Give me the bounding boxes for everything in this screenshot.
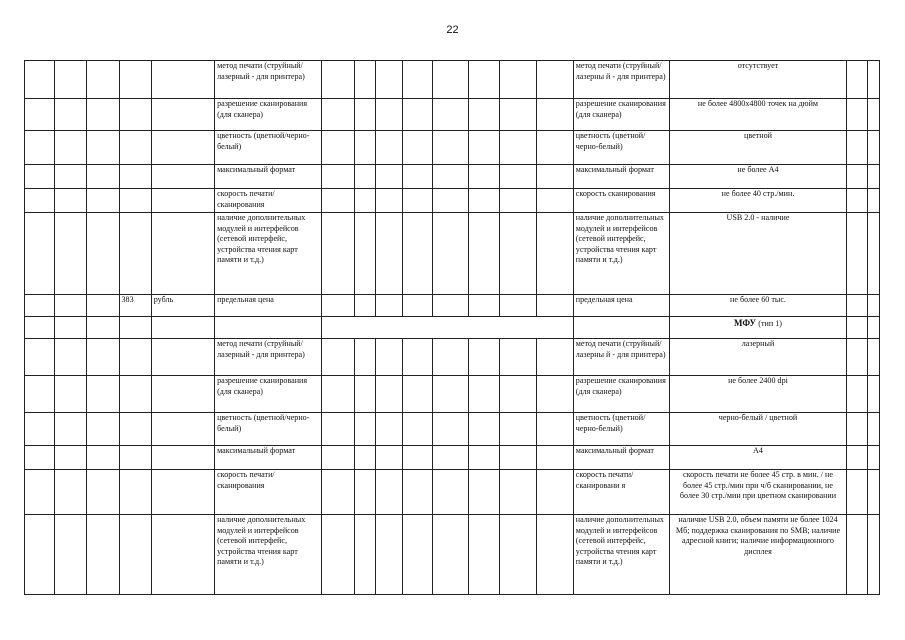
characteristic-right-cell: наличие дополнительных модулей и интерфейсов (сетевой интерфейс, устройства чтения карт памяти и т.д.) (573, 213, 670, 295)
empty-cell (433, 413, 468, 446)
empty-cell (87, 515, 119, 595)
empty-cell (55, 446, 87, 470)
empty-cell (433, 165, 468, 189)
empty-cell (376, 470, 403, 515)
empty-cell (433, 446, 468, 470)
empty-cell (846, 131, 867, 165)
empty-cell (25, 413, 55, 446)
value-cell: A4 (670, 446, 846, 470)
value-cell: цветной (670, 131, 846, 165)
empty-cell (868, 317, 880, 339)
characteristic-right-cell: максимальный формат (573, 446, 670, 470)
empty-cell (55, 131, 87, 165)
table-row (25, 515, 880, 595)
empty-cell (376, 165, 403, 189)
empty-cell (87, 61, 119, 99)
empty-cell (151, 131, 214, 165)
empty-cell (87, 189, 119, 213)
empty-cell (376, 339, 403, 376)
empty-cell (119, 213, 151, 295)
table-body-section-header (25, 317, 880, 339)
characteristic-right-cell: наличие дополнительных модулей и интерфейсов (сетевой интерфейс, устройства чтения карт памяти и т.д.) (573, 515, 670, 595)
empty-cell (433, 339, 468, 376)
empty-cell (846, 189, 867, 213)
empty-cell (868, 131, 880, 165)
empty-cell (403, 446, 433, 470)
empty-cell (846, 165, 867, 189)
characteristic-right-cell: разрешение сканирования (для сканера) (573, 376, 670, 413)
empty-cell (55, 413, 87, 446)
table-row (25, 446, 880, 470)
empty-cell (403, 515, 433, 595)
empty-cell (846, 470, 867, 515)
value-cell: наличие USB 2.0, объем памяти не более 1024 Мб; поддержка сканирования по SMB; наличие адресной книги; наличие информационного дисплея (670, 515, 846, 595)
table-row (25, 213, 880, 295)
empty-cell (55, 61, 87, 99)
empty-cell (403, 99, 433, 131)
value-cell: не более A4 (670, 165, 846, 189)
empty-cell (119, 99, 151, 131)
empty-cell (87, 413, 119, 446)
section-header-row (25, 317, 880, 339)
empty-cell (55, 515, 87, 595)
table-row (25, 61, 880, 99)
empty-cell (468, 61, 499, 99)
empty-cell (403, 165, 433, 189)
empty-cell (151, 165, 214, 189)
empty-cell (868, 470, 880, 515)
empty-cell (25, 470, 55, 515)
spec-table (24, 60, 880, 595)
empty-cell (25, 61, 55, 99)
empty-cell (87, 165, 119, 189)
value-cell: скорость печати не более 45 стр. в мин. / не более 45 стр./мин при ч/б сканировании, не более 30 стр./мин при цветном сканировании (670, 470, 846, 515)
section-subtitle: (тип 1) (758, 319, 782, 328)
empty-cell (25, 376, 55, 413)
empty-cell (403, 413, 433, 446)
empty-cell (403, 189, 433, 213)
empty-cell (119, 165, 151, 189)
empty-cell (573, 317, 670, 339)
empty-cell (55, 295, 87, 317)
empty-cell (55, 470, 87, 515)
value-cell: черно-белый / цветной (670, 413, 846, 446)
characteristic-right-cell: скорость сканирования (573, 189, 670, 213)
empty-cell (119, 376, 151, 413)
empty-cell (433, 189, 468, 213)
empty-cell (87, 295, 119, 317)
value-cell: отсутствует (670, 61, 846, 99)
empty-cell (119, 317, 151, 339)
empty-cell (868, 61, 880, 99)
empty-cell (119, 131, 151, 165)
empty-cell (846, 339, 867, 376)
characteristic-cell: метод печати (струйный/лазерный - для принтера) (215, 339, 322, 376)
empty-cell (468, 470, 499, 515)
empty-cell (151, 446, 214, 470)
empty-cell (537, 131, 574, 165)
characteristic-right-cell: скорость печати/сканировани я (573, 470, 670, 515)
empty-cell (322, 165, 354, 189)
characteristic-cell: наличие дополнительных модулей и интерфейсов (сетевой интерфейс, устройства чтения карт памяти и т.д.) (215, 213, 322, 295)
empty-cell (151, 376, 214, 413)
empty-cell (468, 515, 499, 595)
empty-cell (499, 339, 537, 376)
empty-cell (25, 213, 55, 295)
empty-cell (868, 413, 880, 446)
empty-cell (87, 446, 119, 470)
empty-cell (499, 213, 537, 295)
empty-cell (376, 61, 403, 99)
empty-cell (499, 189, 537, 213)
empty-cell (537, 99, 574, 131)
value-cell: не более 60 тыс. (670, 295, 846, 317)
empty-cell (119, 446, 151, 470)
empty-cell (537, 376, 574, 413)
empty-cell (468, 413, 499, 446)
empty-cell (87, 213, 119, 295)
empty-cell (846, 61, 867, 99)
empty-cell (322, 295, 354, 317)
empty-cell (868, 99, 880, 131)
empty-cell (403, 213, 433, 295)
empty-cell (537, 339, 574, 376)
empty-cell (846, 295, 867, 317)
empty-cell (537, 295, 574, 317)
empty-cell (354, 339, 375, 376)
table-row (25, 470, 880, 515)
characteristic-cell: максимальный формат (215, 446, 322, 470)
table-body-price (25, 295, 880, 317)
empty-cell (87, 131, 119, 165)
empty-cell (87, 339, 119, 376)
empty-cell (322, 99, 354, 131)
empty-cell (55, 165, 87, 189)
empty-cell (537, 470, 574, 515)
empty-cell (537, 61, 574, 99)
table-row (25, 339, 880, 376)
empty-cell (499, 515, 537, 595)
empty-cell (55, 99, 87, 131)
empty-cell (87, 470, 119, 515)
characteristic-cell: скорость печати/сканирования (215, 470, 322, 515)
empty-cell (499, 376, 537, 413)
empty-cell (25, 446, 55, 470)
empty-cell (376, 413, 403, 446)
empty-cell (87, 376, 119, 413)
empty-cell (354, 189, 375, 213)
characteristic-cell: разрешение сканирования (для сканера) (215, 99, 322, 131)
empty-cell (537, 446, 574, 470)
table-row (25, 413, 880, 446)
empty-cell (468, 165, 499, 189)
empty-cell (55, 376, 87, 413)
characteristic-right-cell: цветность (цветной/черно-белый) (573, 131, 670, 165)
characteristic-cell: разрешение сканирования (для сканера) (215, 376, 322, 413)
empty-cell (55, 339, 87, 376)
characteristic-cell: цветность (цветной/черно-белый) (215, 131, 322, 165)
empty-cell (151, 317, 214, 339)
characteristic-right-cell: цветность (цветной/черно-белый) (573, 413, 670, 446)
section-title-cell (670, 317, 846, 339)
characteristic-right-cell: метод печати (струйный/лазерны й - для принтера) (573, 339, 670, 376)
empty-cell (403, 131, 433, 165)
empty-cell (87, 317, 119, 339)
empty-cell (403, 295, 433, 317)
empty-cell (322, 213, 354, 295)
value-cell: лазерный (670, 339, 846, 376)
empty-cell (868, 189, 880, 213)
empty-cell (151, 213, 214, 295)
empty-cell (119, 189, 151, 213)
empty-cell (433, 213, 468, 295)
empty-cell (868, 339, 880, 376)
empty-cell (354, 99, 375, 131)
characteristic-cell: метод печати (струйный/лазерный - для принтера) (215, 61, 322, 99)
empty-cell (55, 213, 87, 295)
empty-cell (55, 189, 87, 213)
table-row (25, 131, 880, 165)
characteristic-cell: скорость печати/сканирования (215, 189, 322, 213)
empty-cell (151, 470, 214, 515)
empty-cell (119, 413, 151, 446)
characteristic-right-cell: предельная цена (573, 295, 670, 317)
empty-cell (433, 61, 468, 99)
empty-cell (376, 446, 403, 470)
empty-cell (25, 189, 55, 213)
empty-cell (322, 376, 354, 413)
empty-cell (499, 99, 537, 131)
section-title: МФУ (734, 318, 757, 328)
empty-cell (433, 295, 468, 317)
empty-cell (55, 317, 87, 339)
empty-cell (468, 131, 499, 165)
table-body-bottom (25, 339, 880, 595)
characteristic-right-cell: разрешение сканирования (для сканера) (573, 99, 670, 131)
empty-cell (403, 376, 433, 413)
empty-cell (151, 61, 214, 99)
table-row (25, 376, 880, 413)
empty-cell (868, 515, 880, 595)
empty-cell (354, 165, 375, 189)
empty-cell (846, 317, 867, 339)
value-cell: не более 2400 dpi (670, 376, 846, 413)
characteristic-cell: предельная цена (215, 295, 322, 317)
empty-cell (25, 99, 55, 131)
empty-cell (499, 295, 537, 317)
characteristic-cell: наличие дополнительных модулей и интерфейсов (сетевой интерфейс, устройства чтения карт памяти и т.д.) (215, 515, 322, 595)
characteristic-cell: максимальный формат (215, 165, 322, 189)
empty-cell (403, 61, 433, 99)
empty-cell (868, 213, 880, 295)
empty-cell (25, 165, 55, 189)
empty-cell (354, 446, 375, 470)
empty-merged-cell (322, 317, 573, 339)
empty-cell (433, 376, 468, 413)
empty-cell (25, 339, 55, 376)
empty-cell (376, 213, 403, 295)
empty-cell (376, 376, 403, 413)
empty-cell (537, 213, 574, 295)
empty-cell (468, 339, 499, 376)
empty-cell (846, 446, 867, 470)
empty-cell (537, 413, 574, 446)
empty-cell (846, 99, 867, 131)
empty-cell (499, 446, 537, 470)
empty-cell (119, 470, 151, 515)
empty-cell (354, 376, 375, 413)
empty-cell (119, 515, 151, 595)
price-row (25, 295, 880, 317)
empty-cell (499, 165, 537, 189)
empty-cell (322, 446, 354, 470)
empty-cell (846, 515, 867, 595)
empty-cell (322, 131, 354, 165)
empty-cell (354, 413, 375, 446)
value-cell: не более 4800x4800 точек на дюйм (670, 99, 846, 131)
empty-cell (499, 470, 537, 515)
value-cell: не более 40 стр./мин. (670, 189, 846, 213)
characteristic-cell: цветность (цветной/черно-белый) (215, 413, 322, 446)
empty-cell (376, 99, 403, 131)
empty-cell (151, 189, 214, 213)
empty-cell (468, 295, 499, 317)
empty-cell (354, 470, 375, 515)
empty-cell (868, 376, 880, 413)
characteristic-right-cell: метод печати (струйный/лазерны й - для принтера) (573, 61, 670, 99)
empty-cell (468, 376, 499, 413)
empty-cell (322, 515, 354, 595)
table-row (25, 165, 880, 189)
empty-cell (25, 295, 55, 317)
empty-cell (868, 165, 880, 189)
empty-cell (376, 295, 403, 317)
empty-cell (322, 61, 354, 99)
empty-cell (468, 99, 499, 131)
empty-cell (537, 515, 574, 595)
empty-cell (846, 376, 867, 413)
empty-cell (354, 213, 375, 295)
empty-cell (322, 189, 354, 213)
empty-cell (468, 446, 499, 470)
value-cell: USB 2.0 - наличие (670, 213, 846, 295)
empty-cell (846, 213, 867, 295)
empty-cell (376, 515, 403, 595)
empty-cell (499, 131, 537, 165)
empty-cell (215, 317, 322, 339)
empty-cell (354, 295, 375, 317)
empty-cell (846, 413, 867, 446)
empty-cell (87, 99, 119, 131)
empty-cell (537, 189, 574, 213)
empty-cell (537, 165, 574, 189)
table-body-top (25, 61, 880, 295)
empty-cell (151, 339, 214, 376)
code-cell: 383 (119, 295, 151, 317)
empty-cell (433, 99, 468, 131)
empty-cell (119, 339, 151, 376)
empty-cell (376, 189, 403, 213)
unit-cell: рубль (151, 295, 214, 317)
empty-cell (433, 131, 468, 165)
empty-cell (468, 213, 499, 295)
empty-cell (322, 470, 354, 515)
table-row (25, 189, 880, 213)
empty-cell (354, 515, 375, 595)
empty-cell (403, 339, 433, 376)
empty-cell (322, 413, 354, 446)
empty-cell (468, 189, 499, 213)
empty-cell (403, 470, 433, 515)
table-row (25, 99, 880, 131)
empty-cell (25, 515, 55, 595)
empty-cell (25, 317, 55, 339)
empty-cell (433, 515, 468, 595)
empty-cell (119, 61, 151, 99)
empty-cell (151, 99, 214, 131)
empty-cell (376, 131, 403, 165)
empty-cell (499, 61, 537, 99)
empty-cell (25, 131, 55, 165)
page-number: 22 (446, 24, 459, 36)
characteristic-right-cell: максимальный формат (573, 165, 670, 189)
empty-cell (354, 61, 375, 99)
empty-cell (322, 339, 354, 376)
empty-cell (151, 413, 214, 446)
empty-cell (151, 515, 214, 595)
empty-cell (433, 470, 468, 515)
empty-cell (499, 413, 537, 446)
empty-cell (868, 446, 880, 470)
empty-cell (354, 131, 375, 165)
empty-cell (868, 295, 880, 317)
